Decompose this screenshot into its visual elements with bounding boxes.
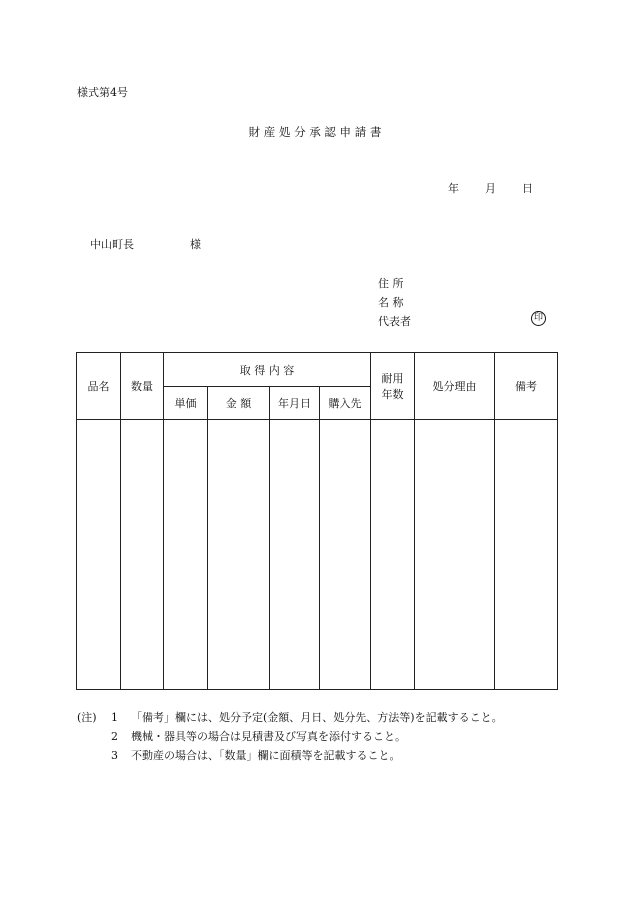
disposal-table: [76, 352, 558, 690]
cell-quantity[interactable]: [121, 420, 164, 690]
date-day: 日: [522, 182, 533, 195]
recipient-honorific: 様: [190, 238, 201, 251]
recipient-name: 中山町長: [90, 238, 134, 251]
notes-prefix: (注): [77, 711, 97, 724]
header-remarks: 備考: [495, 353, 558, 420]
header-date: 年月日: [270, 387, 320, 420]
cell-date[interactable]: [270, 420, 320, 690]
header-acquisition: 取 得 内 容: [164, 353, 371, 387]
note-text: 「備考」欄には、処分予定(金額、月日、処分先、方法等)を記載すること。: [131, 711, 503, 724]
note-item: [77, 727, 503, 746]
cell-amount[interactable]: [208, 420, 270, 690]
header-useful-life-line2: 年数: [381, 388, 404, 401]
applicant-address-label: 住 所: [378, 277, 404, 290]
cell-useful-life[interactable]: [371, 420, 415, 690]
date-year: 年: [448, 182, 459, 195]
applicant-block: [378, 274, 411, 331]
applicant-name-label: 名 称: [378, 296, 404, 309]
cell-item-name[interactable]: [77, 420, 121, 690]
note-item: [77, 708, 503, 727]
cell-reason[interactable]: [415, 420, 495, 690]
date-month: 月: [485, 182, 496, 195]
document-title: 財 産 処 分 承 認 申 請 書: [248, 125, 382, 139]
note-number: 1: [111, 711, 118, 724]
cell-unit-price[interactable]: [164, 420, 208, 690]
note-text: 不動産の場合は、「数量」欄に面積等を記載すること。: [131, 749, 401, 762]
header-quantity: 数量: [121, 353, 164, 420]
applicant-representative-label: 代表者: [378, 315, 411, 328]
note-text: 機械・器具等の場合は見積書及び写真を添付すること。: [131, 730, 406, 743]
header-item-name: 品名: [77, 353, 121, 420]
note-number: 2: [111, 730, 118, 743]
note-number: 3: [111, 749, 118, 762]
date-line: [448, 180, 533, 196]
notes: [77, 708, 503, 765]
header-useful-life-line1: 耐用: [381, 372, 404, 385]
cell-purchased-from[interactable]: [320, 420, 371, 690]
header-amount: 金 額: [208, 387, 270, 420]
header-purchased-from: 購入先: [320, 387, 371, 420]
note-item: [77, 746, 503, 765]
recipient: [90, 236, 201, 252]
header-useful-life: [371, 353, 415, 420]
header-reason: 処分理由: [415, 353, 495, 420]
header-unit-price: 単価: [164, 387, 208, 420]
form-number: 様式第4号: [77, 86, 128, 99]
cell-remarks[interactable]: [495, 420, 558, 690]
seal-mark: 印: [531, 311, 546, 326]
table-row: [77, 420, 558, 690]
